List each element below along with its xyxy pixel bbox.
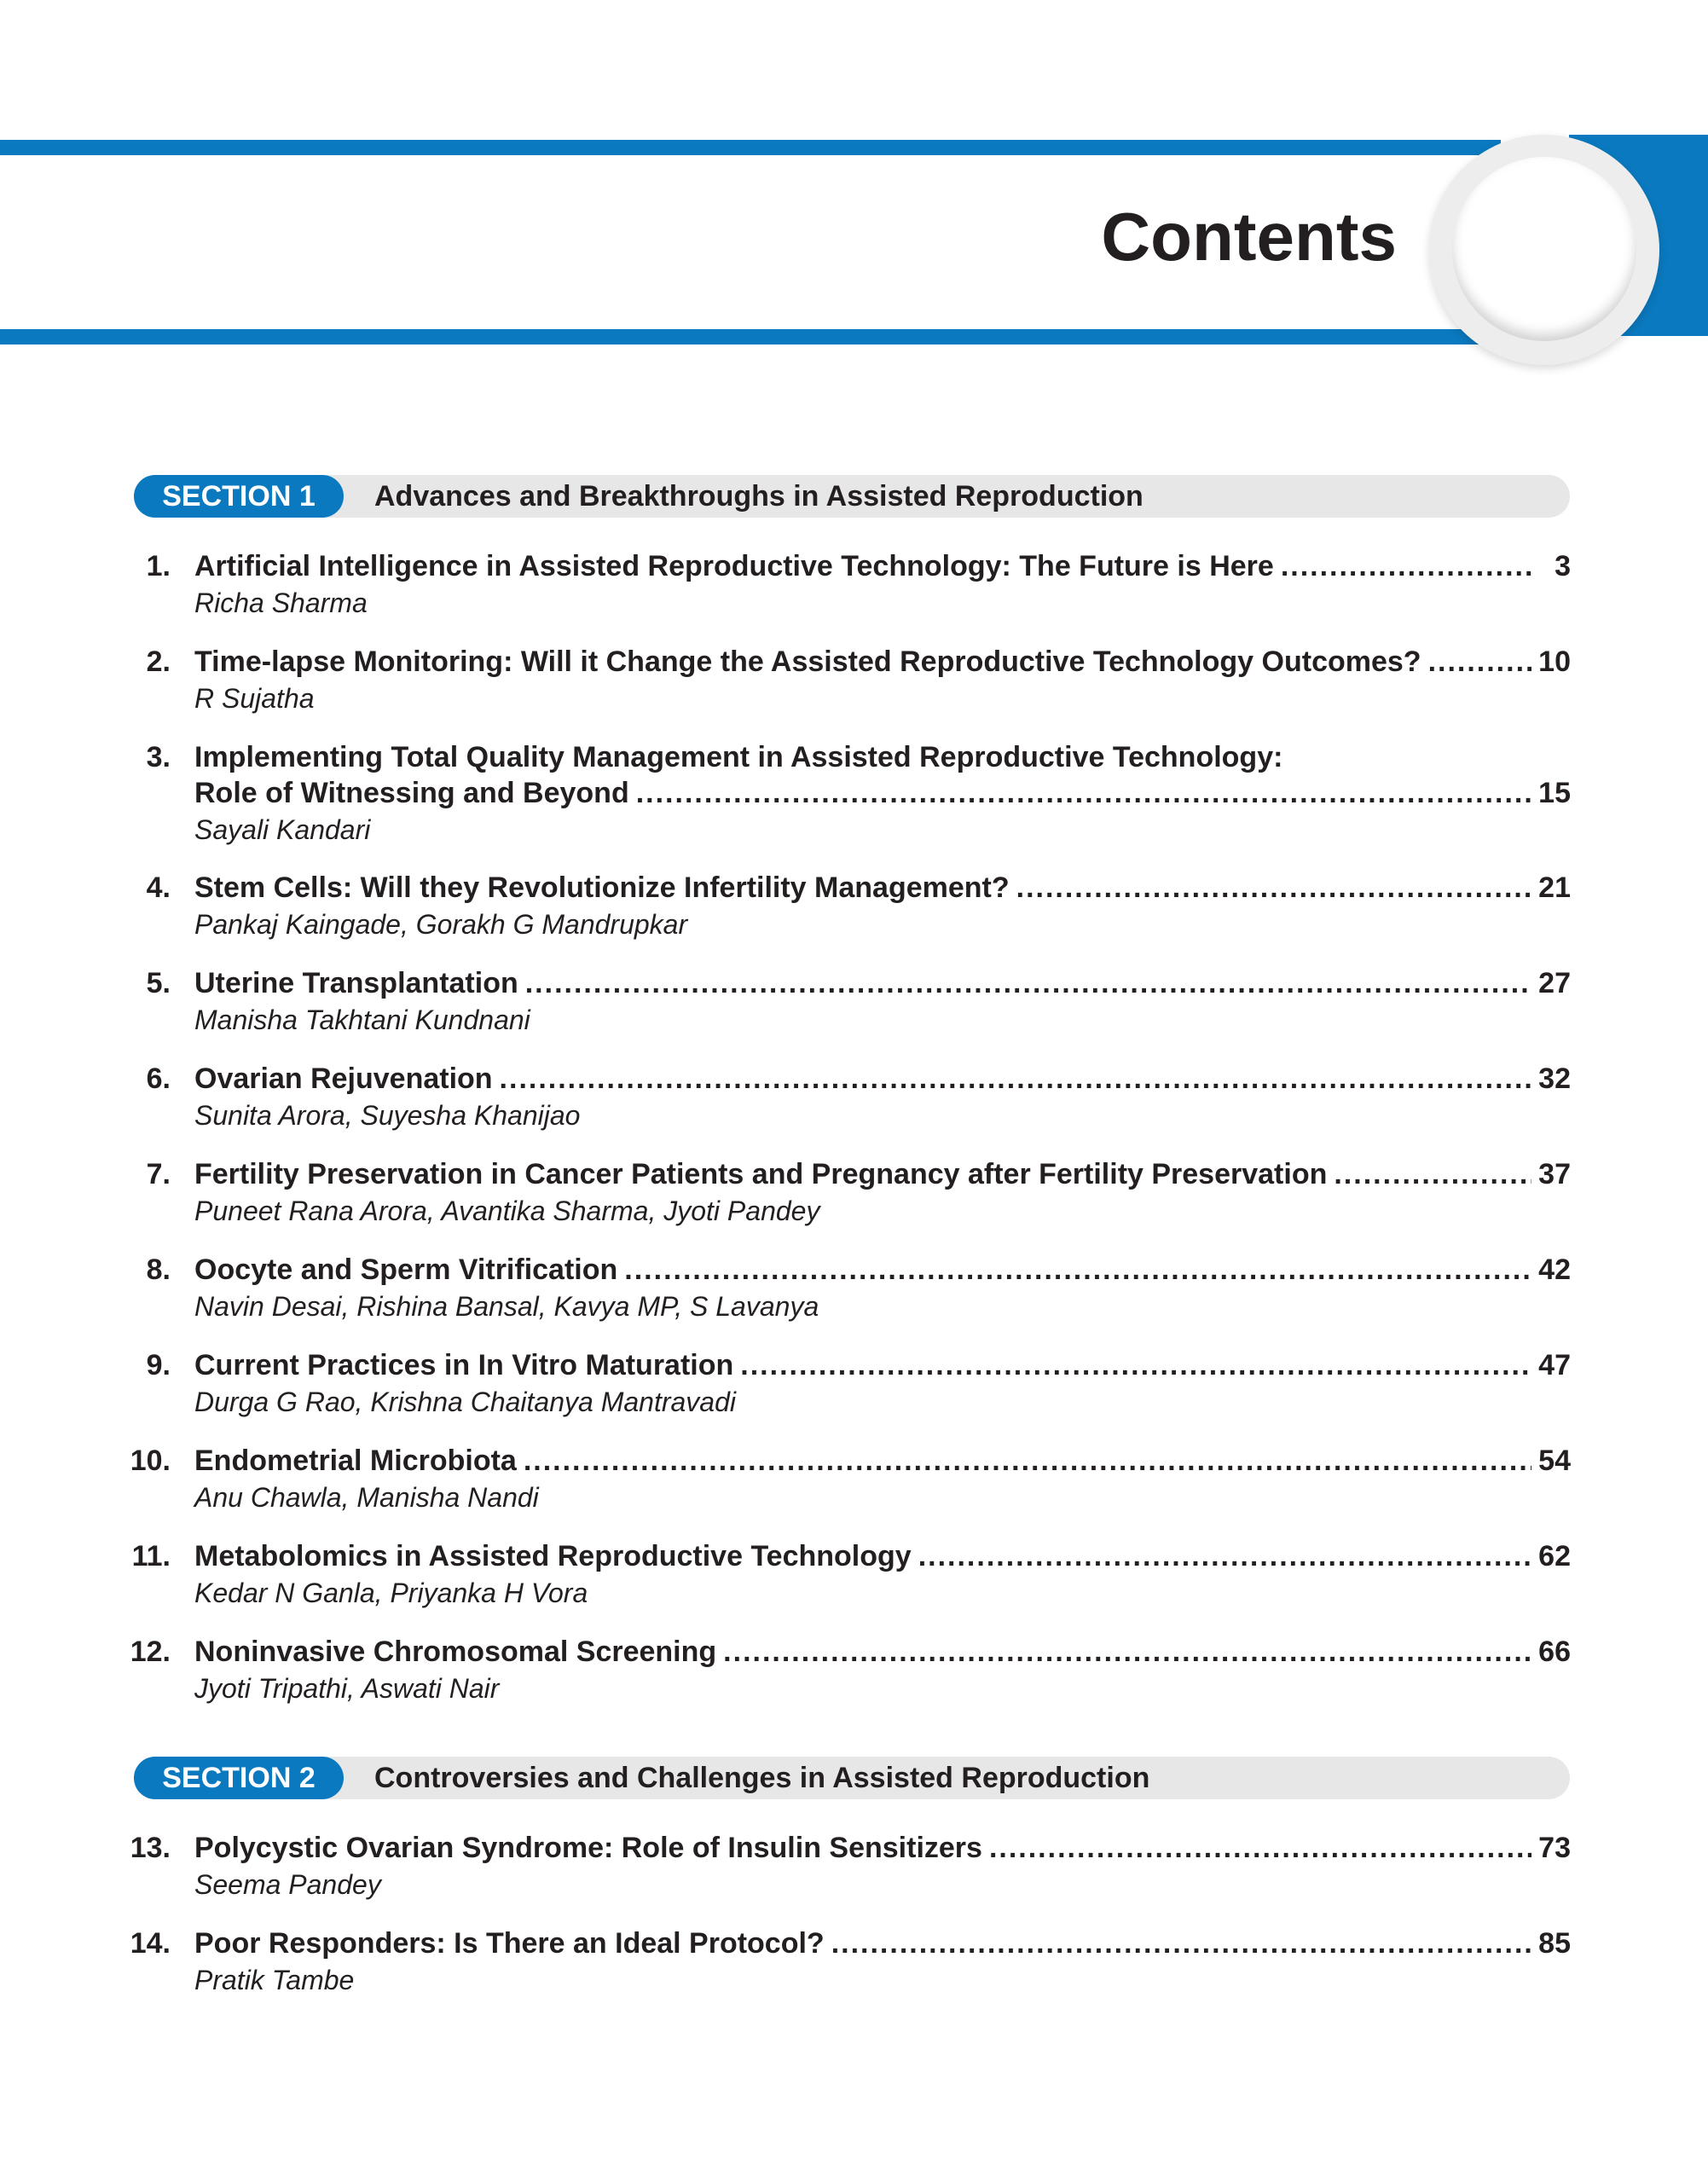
entry-authors: Manisha Takhtani Kundnani xyxy=(194,1005,530,1035)
dot-leader xyxy=(636,775,1531,811)
toc-entry-2[interactable] xyxy=(119,644,1571,715)
entry-title: Polycystic Ovarian Syndrome: Role of Insulin Sensitizers xyxy=(194,1832,982,1864)
entry-number: 12. xyxy=(130,1636,171,1668)
section-badge: SECTION 1 xyxy=(134,475,344,518)
entry-title: Metabolomics in Assisted Reproductive Technology xyxy=(194,1540,912,1572)
entry-number: 5. xyxy=(146,967,171,999)
dot-leader xyxy=(1281,548,1535,584)
dot-leader xyxy=(918,1538,1531,1574)
entry-authors: Seema Pandey xyxy=(194,1869,381,1900)
dot-leader xyxy=(831,1925,1531,1961)
toc-entry-4[interactable] xyxy=(119,870,1571,941)
dot-leader xyxy=(723,1634,1531,1670)
entry-authors: Jyoti Tripathi, Aswati Nair xyxy=(194,1673,500,1704)
page-title: Contents xyxy=(1101,199,1397,275)
entry-title: Endometrial Microbiota xyxy=(194,1445,517,1477)
entry-title: Role of Witnessing and Beyond xyxy=(194,777,629,809)
entry-number: 14. xyxy=(130,1927,171,1960)
section-title: Advances and Breakthroughs in Assisted Reproduction xyxy=(374,480,1143,512)
toc-entry-3[interactable] xyxy=(119,739,1571,847)
section-header-1 xyxy=(134,475,1570,518)
entry-number: 9. xyxy=(146,1349,171,1381)
entry-authors: Navin Desai, Rishina Bansal, Kavya MP, S Lavanya xyxy=(194,1291,819,1322)
section-badge: SECTION 2 xyxy=(134,1757,344,1799)
page-header xyxy=(0,0,1708,367)
dot-leader xyxy=(1428,644,1532,680)
entry-authors: Kedar N Ganla, Priyanka H Vora xyxy=(194,1578,588,1608)
entry-authors: R Sujatha xyxy=(194,683,315,714)
entry-page: 42 xyxy=(1538,1254,1571,1286)
section-header-2 xyxy=(134,1757,1570,1799)
entry-title-line1: Implementing Total Quality Management in Assisted Reproductive Technology: xyxy=(194,741,1283,773)
entry-authors: Puneet Rana Arora, Avantika Sharma, Jyoti Pandey xyxy=(194,1196,820,1226)
entry-number: 3. xyxy=(146,741,171,773)
entry-number: 11. xyxy=(131,1540,171,1572)
dot-leader xyxy=(989,1830,1531,1866)
toc-entry-7[interactable] xyxy=(119,1156,1571,1228)
entry-title: Poor Responders: Is There an Ideal Protocol? xyxy=(194,1927,825,1960)
toc-entry-6[interactable] xyxy=(119,1061,1571,1132)
dot-leader xyxy=(1016,870,1532,906)
toc-entry-8[interactable] xyxy=(119,1252,1571,1323)
dot-leader xyxy=(500,1061,1532,1097)
entry-page: 27 xyxy=(1538,967,1571,999)
entry-number: 6. xyxy=(146,1063,171,1095)
entry-authors: Sayali Kandari xyxy=(194,814,371,845)
dot-leader xyxy=(740,1347,1531,1383)
entry-title: Artificial Intelligence in Assisted Reproductive Technology: The Future is Here xyxy=(194,550,1274,582)
entry-page: 10 xyxy=(1538,646,1571,678)
entry-authors: Richa Sharma xyxy=(194,588,368,618)
entry-title: Uterine Transplantation xyxy=(194,967,518,999)
entry-title: Stem Cells: Will they Revolutionize Infertility Management? xyxy=(194,871,1010,904)
entry-page: 21 xyxy=(1538,871,1571,904)
toc-entry-13[interactable] xyxy=(119,1830,1571,1902)
entry-page: 62 xyxy=(1538,1540,1571,1572)
dot-leader xyxy=(525,965,1531,1001)
entry-title: Oocyte and Sperm Vitrification xyxy=(194,1254,618,1286)
section-title: Controversies and Challenges in Assisted Reproduction xyxy=(374,1762,1150,1794)
entry-title: Fertility Preservation in Cancer Patients and Pregnancy after Fertility Preservation xyxy=(194,1158,1328,1190)
entry-title: Time-lapse Monitoring: Will it Change the Assisted Reproductive Technology Outcomes? xyxy=(194,646,1421,678)
decorative-ring-inner xyxy=(1452,157,1636,341)
entry-authors: Sunita Arora, Suyesha Khanijao xyxy=(194,1100,581,1131)
toc-entry-10[interactable] xyxy=(119,1443,1571,1514)
entry-page: 37 xyxy=(1538,1158,1571,1190)
entry-page: 47 xyxy=(1538,1349,1571,1381)
entry-page: 73 xyxy=(1538,1832,1571,1864)
entry-number: 4. xyxy=(146,871,171,904)
dot-leader xyxy=(524,1443,1531,1479)
header-top-bar xyxy=(0,140,1501,155)
entry-authors: Anu Chawla, Manisha Nandi xyxy=(194,1482,539,1513)
entry-page: 85 xyxy=(1538,1927,1571,1960)
entry-number: 13. xyxy=(130,1832,171,1864)
entry-number: 1. xyxy=(146,550,171,582)
entry-page: 32 xyxy=(1538,1063,1571,1095)
toc-entry-1[interactable] xyxy=(119,548,1571,620)
header-bottom-bar xyxy=(0,329,1501,345)
entry-title: Noninvasive Chromosomal Screening xyxy=(194,1636,717,1668)
entry-page: 15 xyxy=(1538,777,1571,809)
entry-number: 10. xyxy=(130,1445,171,1477)
dot-leader xyxy=(624,1252,1531,1288)
toc-entry-11[interactable] xyxy=(119,1538,1571,1610)
toc-entry-14[interactable] xyxy=(119,1925,1571,1997)
dot-leader xyxy=(1334,1156,1531,1192)
entry-authors: Durga G Rao, Krishna Chaitanya Mantravadi xyxy=(194,1387,736,1417)
entry-authors: Pratik Tambe xyxy=(194,1965,355,1995)
toc-entry-12[interactable] xyxy=(119,1634,1571,1705)
entry-title: Current Practices in In Vitro Maturation xyxy=(194,1349,734,1381)
entry-number: 8. xyxy=(146,1254,171,1286)
entry-page: 3 xyxy=(1555,550,1571,582)
entry-page: 54 xyxy=(1538,1445,1571,1477)
entry-page: 66 xyxy=(1538,1636,1571,1668)
toc-entry-5[interactable] xyxy=(119,965,1571,1037)
toc-entry-9[interactable] xyxy=(119,1347,1571,1419)
entry-title: Ovarian Rejuvenation xyxy=(194,1063,493,1095)
entry-number: 7. xyxy=(146,1158,171,1190)
entry-authors: Pankaj Kaingade, Gorakh G Mandrupkar xyxy=(194,909,688,940)
entry-number: 2. xyxy=(146,646,171,678)
